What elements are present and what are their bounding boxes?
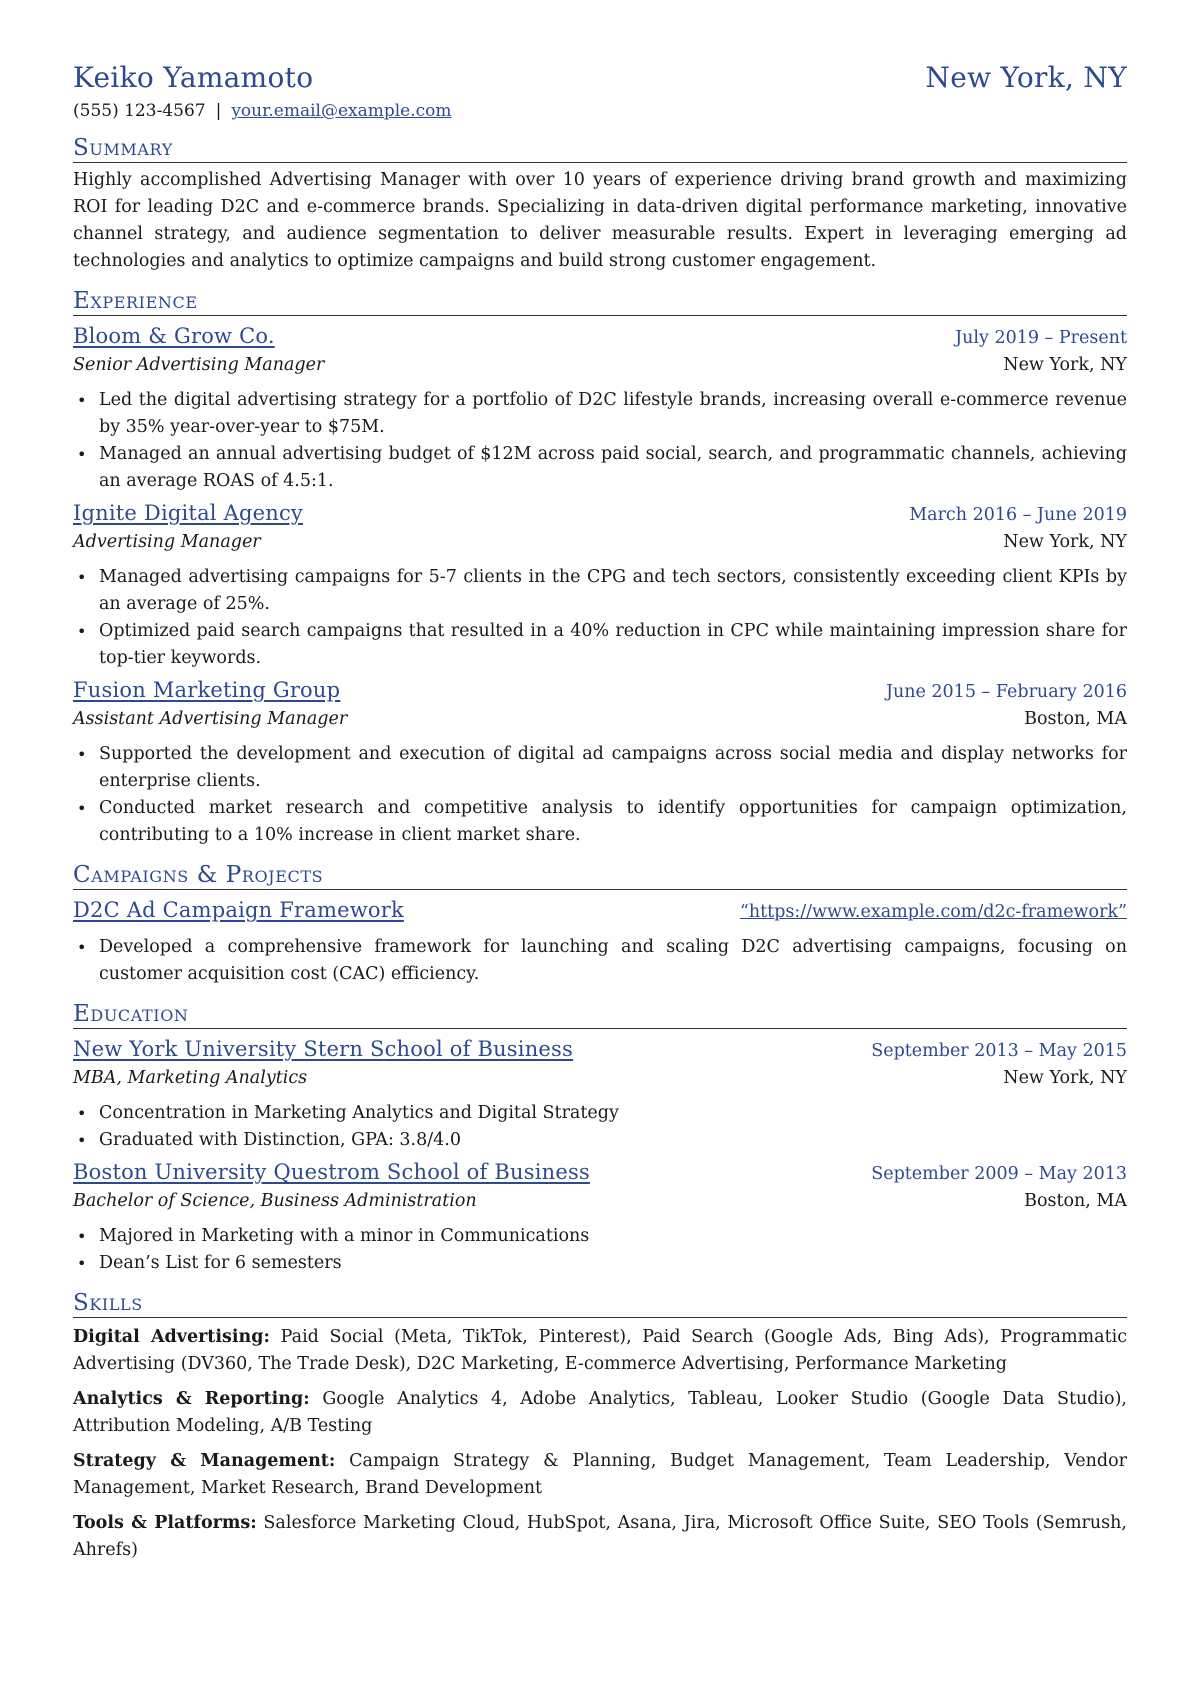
- entry-heading-row: [73, 499, 1127, 529]
- bullet-item: • Led the digital advertising strategy for a portfolio of D2C lifestyle brands, increasing overall e-commerce revenue by 35% year-over-year to $75M.: [99, 387, 1127, 441]
- bullet-item: • Optimized paid search campaigns that resulted in a 40% reduction in CPC while maintaining impression share for top-tier keywords.: [99, 618, 1127, 672]
- company-name[interactable]: Fusion Marketing Group: [73, 678, 341, 702]
- skill-category: Tools & Platforms:: [73, 1513, 257, 1533]
- entry-location: New York, NY: [1003, 532, 1127, 552]
- skill-category: Analytics & Reporting:: [73, 1389, 310, 1409]
- section-title-education: Education: [73, 1000, 1127, 1029]
- entry-subheading-row: [73, 1188, 1127, 1215]
- job-title: Senior Advertising Manager: [73, 355, 325, 375]
- skill-list: Paid Social (Meta, TikTok, Pinterest), Paid Search (Google Ads, Bing Ads), Programmatic Advertising (DV360, The Trade Desk), D2C Marketing, E-commerce Advertising, Performance Marketing: [73, 1327, 1127, 1374]
- bullet-item: • Conducted market research and competitive analysis to identify opportunities for campaign optimization, contributing to a 10% increase in client market share.: [99, 795, 1127, 849]
- bullet-list: [73, 564, 1127, 672]
- job-title: Advertising Manager: [73, 532, 261, 552]
- summary-text: Highly accomplished Advertising Manager with over 10 years of experience driving brand growth and maximizing ROI for leading D2C and e-commerce brands. Specializing in data-driven digital performance marketing, innovative channel strategy, and audience segmentation to deliver measurable results. Expert in leveraging emerging ad technologies and analytics to optimize campaigns and build strong customer engagement.: [73, 170, 1127, 271]
- resume-header: [73, 60, 1127, 96]
- bullet-list: [73, 1223, 1127, 1277]
- education-entry: [73, 1158, 1127, 1277]
- entry-heading-row: [73, 1158, 1127, 1188]
- bullet-list: [73, 741, 1127, 849]
- resume-page: [73, 60, 1127, 1564]
- section-title-projects: Campaigns & Projects: [73, 861, 1127, 890]
- experience-entry: [73, 676, 1127, 849]
- entry-heading-row: [73, 896, 1127, 926]
- entry-location: New York, NY: [1003, 1068, 1127, 1088]
- job-title: Assistant Advertising Manager: [73, 709, 348, 729]
- candidate-name: Keiko Yamamoto: [73, 61, 314, 94]
- skill-line: [73, 1386, 1127, 1440]
- bullet-list: [73, 1100, 1127, 1154]
- bullet-item: • Graduated with Distinction, GPA: 3.8/4.0: [99, 1127, 1127, 1154]
- company-name[interactable]: Bloom & Grow Co.: [73, 324, 275, 348]
- entry-location: New York, NY: [1003, 355, 1127, 375]
- entry-dates: March 2016 – June 2019: [909, 505, 1127, 525]
- experience-entry: [73, 499, 1127, 672]
- entry-subheading-row: [73, 529, 1127, 556]
- entry-subheading-row: [73, 706, 1127, 733]
- entry-heading-row: [73, 676, 1127, 706]
- bullet-list: [73, 387, 1127, 495]
- company-name[interactable]: Ignite Digital Agency: [73, 501, 303, 525]
- entry-location: Boston, MA: [1024, 709, 1127, 729]
- skill-list: Salesforce Marketing Cloud, HubSpot, Asana, Jira, Microsoft Office Suite, SEO Tools (Semrush, Ahrefs): [73, 1513, 1127, 1560]
- section-title-summary: Summary: [73, 134, 1127, 163]
- bullet-item: • Managed an annual advertising budget of $12M across paid social, search, and programmatic channels, achieving an average ROAS of 4.5:1.: [99, 441, 1127, 495]
- contact-separator: |: [215, 101, 222, 121]
- bullet-item: • Majored in Marketing with a minor in Communications: [99, 1223, 1127, 1250]
- bullet-item: • Concentration in Marketing Analytics and Digital Strategy: [99, 1100, 1127, 1127]
- candidate-location: New York, NY: [925, 61, 1127, 94]
- school-name[interactable]: Boston University Questrom School of Business: [73, 1160, 590, 1184]
- bullet-item: • Supported the development and execution of digital ad campaigns across social media and display networks for enterprise clients.: [99, 741, 1127, 795]
- bullet-item: • Managed advertising campaigns for 5-7 clients in the CPG and tech sectors, consistently exceeding client KPIs by an average of 25%.: [99, 564, 1127, 618]
- entry-heading-row: [73, 1035, 1127, 1065]
- skill-category: Digital Advertising:: [73, 1327, 270, 1347]
- section-title-skills: Skills: [73, 1289, 1127, 1318]
- project-entry: [73, 896, 1127, 988]
- degree: MBA, Marketing Analytics: [73, 1068, 308, 1088]
- entry-dates: July 2019 – Present: [955, 328, 1127, 348]
- project-title[interactable]: D2C Ad Campaign Framework: [73, 898, 404, 922]
- education-entry: [73, 1035, 1127, 1154]
- entry-dates: September 2009 – May 2013: [871, 1164, 1127, 1184]
- skill-line: [73, 1324, 1127, 1378]
- experience-entry: [73, 322, 1127, 495]
- section-title-experience: Experience: [73, 287, 1127, 316]
- bullet-item: • Dean’s List for 6 semesters: [99, 1250, 1127, 1277]
- skill-list: Google Analytics 4, Adobe Analytics, Tableau, Looker Studio (Google Data Studio), Attribution Modeling, A/B Testing: [73, 1389, 1127, 1436]
- entry-location: Boston, MA: [1024, 1191, 1127, 1211]
- entry-heading-row: [73, 322, 1127, 352]
- entry-subheading-row: [73, 1065, 1127, 1092]
- bullet-list: [73, 934, 1127, 988]
- entry-subheading-row: [73, 352, 1127, 379]
- entry-dates: June 2015 – February 2016: [885, 682, 1127, 702]
- skill-list: Campaign Strategy & Planning, Budget Management, Team Leadership, Vendor Management, Market Research, Brand Development: [73, 1451, 1127, 1498]
- entry-dates: September 2013 – May 2015: [871, 1041, 1127, 1061]
- school-name[interactable]: New York University Stern School of Business: [73, 1037, 574, 1061]
- skill-line: [73, 1510, 1127, 1564]
- email-link[interactable]: your.email@example.com: [231, 101, 452, 121]
- project-link[interactable]: “https://www.example.com/d2c-framework”: [739, 902, 1127, 922]
- contact-line: [73, 98, 1127, 124]
- degree: Bachelor of Science, Business Administration: [73, 1191, 477, 1211]
- skill-line: [73, 1448, 1127, 1502]
- phone-number: (555) 123-4567: [73, 101, 206, 121]
- bullet-item: • Developed a comprehensive framework for launching and scaling D2C advertising campaigns, focusing on customer acquisition cost (CAC) efficiency.: [99, 934, 1127, 988]
- skill-category: Strategy & Management:: [73, 1451, 336, 1471]
